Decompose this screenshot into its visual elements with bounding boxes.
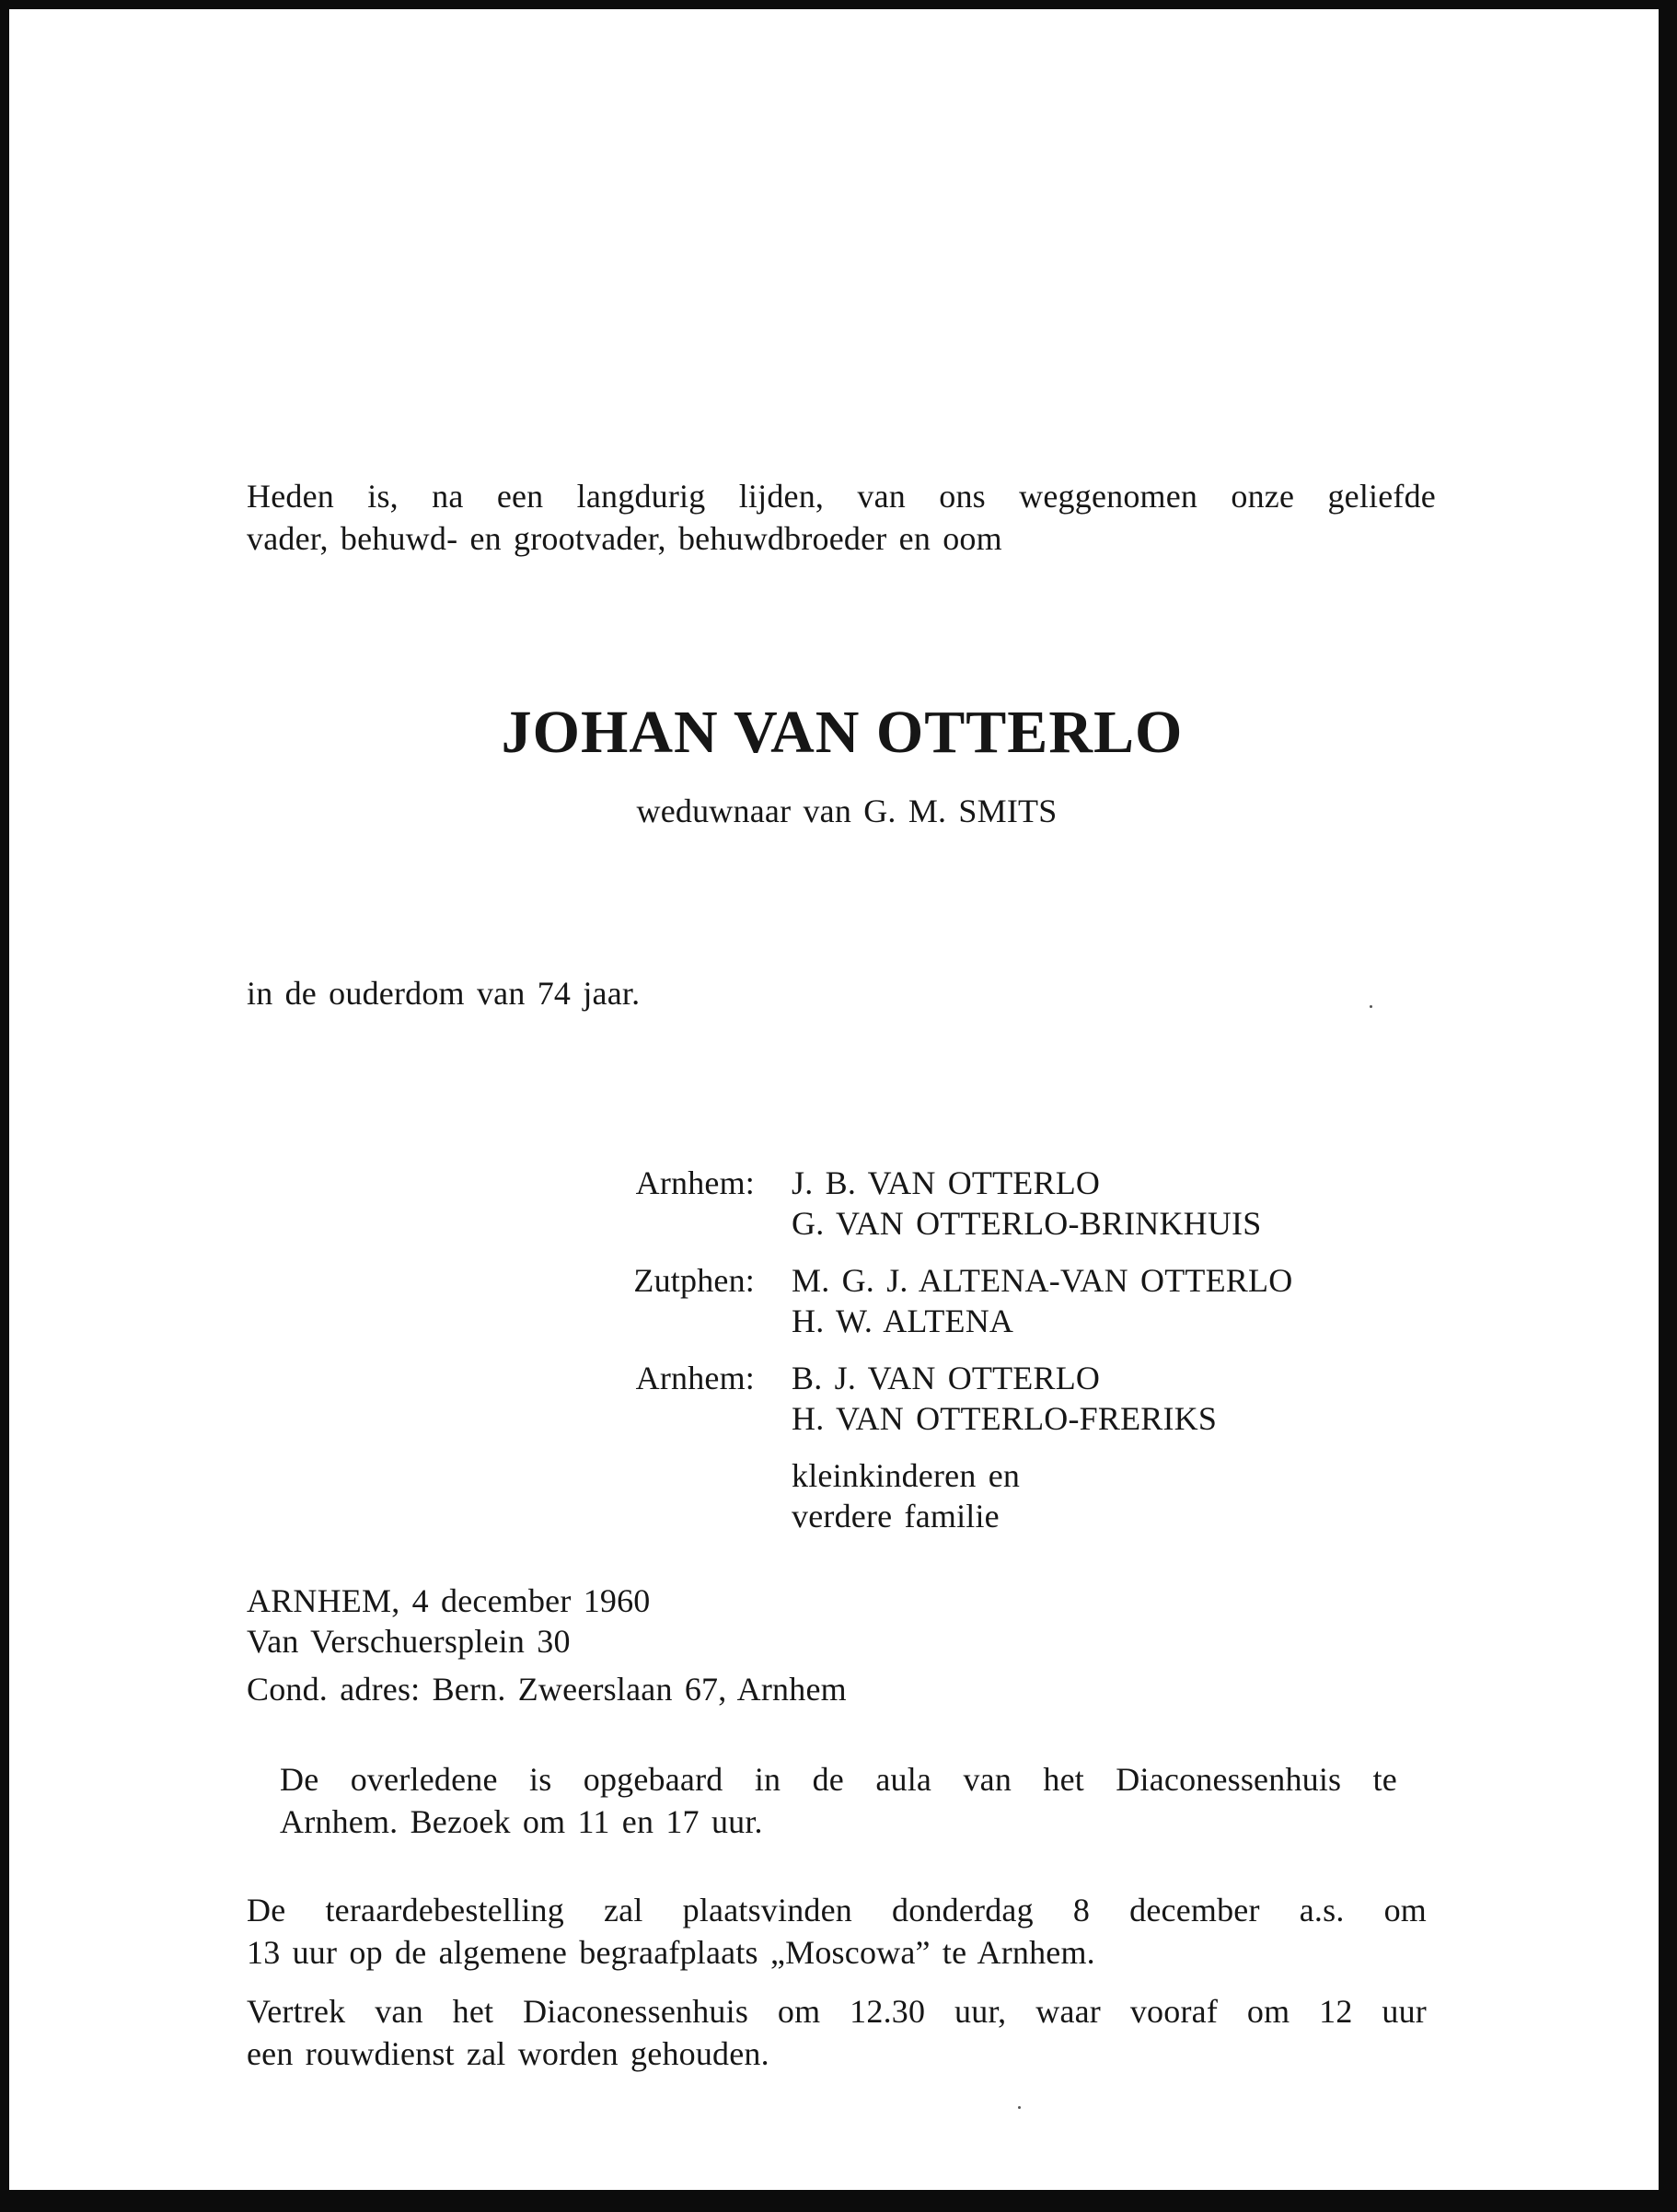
burial-line-1: De teraardebestelling zal plaatsvinden donderdag 8 december a.s. om [247,1892,1427,1928]
family-name-2b: H. W. ALTENA [792,1303,1014,1339]
family-place-3: Arnhem: [635,1360,755,1396]
scan-speck [1018,2106,1021,2109]
departure-line-2: een rouwdienst zal worden gehouden. [247,2035,769,2072]
family-name-3b: H. VAN OTTERLO-FRERIKS [792,1400,1218,1437]
scan-speck [1370,1005,1372,1008]
aula-paragraph [280,1758,1397,1843]
family-extra-2: verdere familie [792,1498,1000,1535]
family-name-2a: M. G. J. ALTENA-VAN OTTERLO [792,1262,1293,1299]
deceased-name: JOHAN VAN OTTERLO [501,699,1184,766]
departure-paragraph [247,1990,1427,2075]
family-place-1: Arnhem: [635,1164,755,1201]
burial-line-2: 13 uur op de algemene begraafplaats „Moscowa” te Arnhem. [247,1934,1095,1971]
intro-paragraph [247,475,1436,560]
age-line: in de ouderdom van 74 jaar. [247,975,641,1012]
family-name-1b: G. VAN OTTERLO-BRINKHUIS [792,1205,1262,1242]
widower-line: weduwnaar van G. M. SMITS [636,793,1058,829]
burial-paragraph [247,1889,1427,1974]
family-place-2: Zutphen: [633,1262,755,1299]
departure-line-1: Vertrek van het Diaconessenhuis om 12.30 uur, waar vooraf om 12 uur [247,1993,1427,2030]
intro-line-1: Heden is, na een langdurig lijden, van ons weggenomen onze geliefde [247,478,1436,515]
family-name-3a: B. J. VAN OTTERLO [792,1360,1101,1396]
intro-line-2: vader, behuwd- en grootvader, behuwdbroeder en oom [247,520,1002,557]
family-name-1a: J. B. VAN OTTERLO [792,1164,1101,1201]
aula-line-2: Arnhem. Bezoek om 11 en 17 uur. [280,1803,763,1840]
address-line: Van Verschuersplein 30 [247,1623,571,1660]
aula-line-1: De overledene is opgebaard in de aula van het Diaconessenhuis te [280,1761,1397,1798]
correspondence-address: Cond. adres: Bern. Zweerslaan 67, Arnhem [247,1671,847,1708]
date-line: ARNHEM, 4 december 1960 [247,1582,651,1619]
family-extra-1: kleinkinderen en [792,1457,1021,1494]
